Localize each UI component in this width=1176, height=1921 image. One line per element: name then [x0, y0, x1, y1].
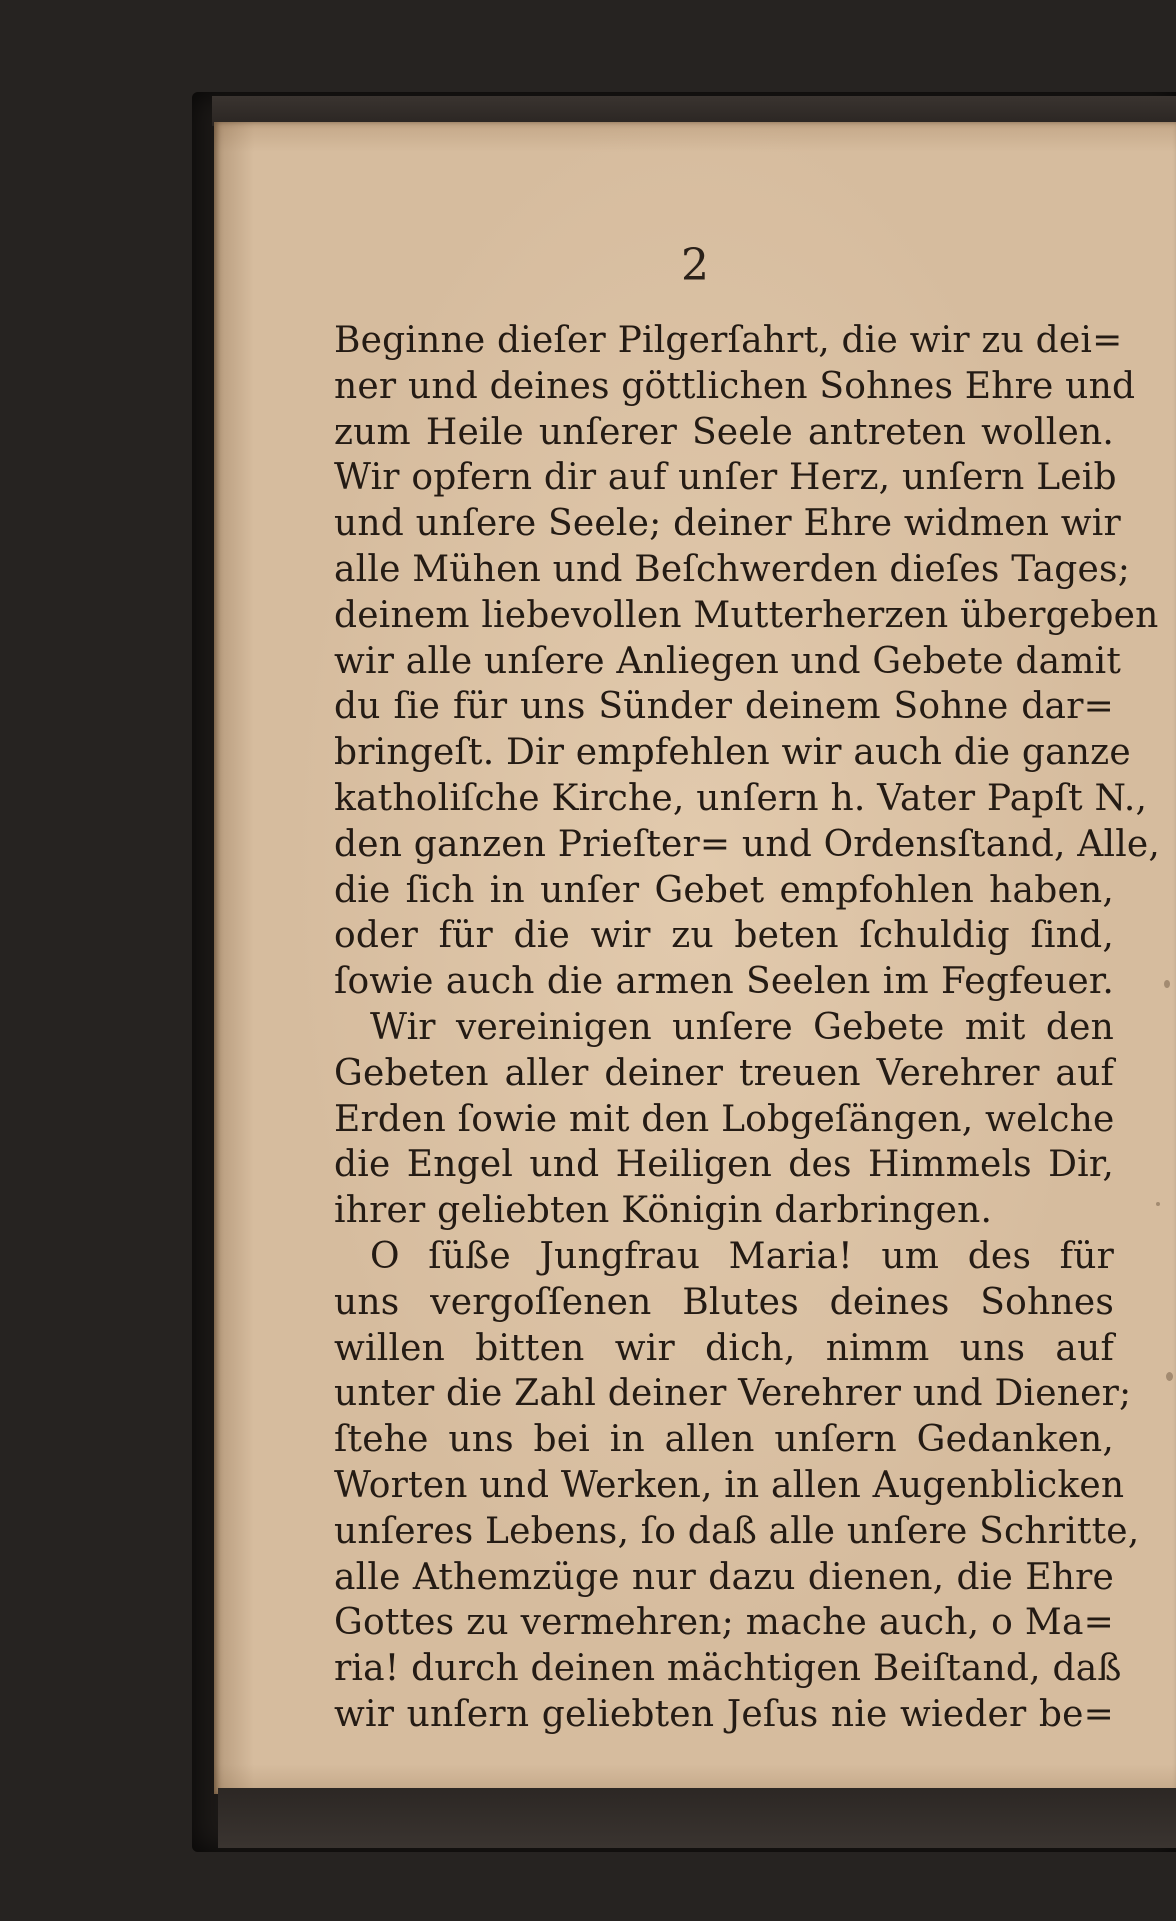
prayer-text-block	[334, 318, 1161, 1738]
text-line: oder für die wir zu beten ſchuldig ſind,	[334, 915, 1114, 957]
page-number: 2	[681, 240, 709, 291]
text-line: Worten und Werken, in allen Augenblicken	[334, 1464, 1125, 1506]
paper-fleck	[1166, 1372, 1173, 1381]
cover-edge-bottom	[218, 1788, 1176, 1848]
text-line: Gottes zu vermehren; mache auch, o Ma=	[334, 1602, 1114, 1644]
text-line: die Engel und Heiligen des Himmels Dir,	[334, 1144, 1114, 1186]
text-line: ihrer geliebten Königin darbringen.	[334, 1190, 993, 1232]
text-line: den ganzen Prieſter= und Ordensſtand, Alle,	[334, 823, 1161, 865]
text-line: unter die Zahl deiner Verehrer und Diener;	[334, 1373, 1132, 1415]
text-line: ſowie auch die armen Seelen im Fegfeuer.	[334, 961, 1114, 1003]
book-page	[214, 122, 1176, 1794]
text-line: ria! durch deinen mächtigen Beiſtand, daß	[334, 1648, 1122, 1690]
text-line: Gebeten aller deiner treuen Verehrer auf	[334, 1052, 1114, 1094]
text-line: wir alle unſere Anliegen und Gebete damit	[334, 640, 1121, 682]
text-line: ſtehe uns bei in allen unſern Gedanken,	[334, 1419, 1114, 1461]
paper-fleck	[1164, 980, 1170, 988]
text-line: alle Athemzüge nur dazu dienen, die Ehre	[334, 1556, 1114, 1598]
text-line: bringeſt. Dir empfehlen wir auch die ganze	[334, 732, 1131, 774]
text-line: zum Heile unſerer Seele antreten wollen.	[334, 411, 1114, 453]
text-line: katholiſche Kirche, unſern h. Vater Papſt N.,	[334, 777, 1148, 819]
text-line: alle Mühen und Beſchwerden dieſes Tages;	[334, 548, 1131, 590]
text-line: willen bitten wir dich, nimm uns auf	[334, 1327, 1114, 1369]
text-line: Erden ſowie mit den Lobgeſängen, welche	[334, 1098, 1115, 1140]
text-line: deinem liebevollen Mutterherzen übergeben	[334, 594, 1159, 636]
text-line: die ſich in unſer Gebet empfohlen haben,	[334, 869, 1114, 911]
text-line: ner und deines göttlichen Sohnes Ehre und	[334, 365, 1136, 407]
text-line: O ſüße Jungfrau Maria! um des für	[370, 1235, 1114, 1277]
text-line: uns vergoſſenen Blutes deines Sohnes	[334, 1281, 1114, 1323]
text-line: Wir opfern dir auf unſer Herz, unſern Leib	[334, 457, 1117, 499]
text-line: und unſere Seele; deiner Ehre widmen wir	[334, 503, 1121, 545]
text-line: Wir vereinigen unſere Gebete mit den	[370, 1006, 1114, 1048]
text-line: du ſie für uns Sünder deinem Sohne dar=	[334, 686, 1114, 728]
paper-fleck	[1156, 1202, 1160, 1206]
text-line: Beginne dieſer Pilgerſahrt, die wir zu dei=	[334, 320, 1123, 361]
text-line: unſeres Lebens, ſo daß alle unſere Schritte,	[334, 1510, 1140, 1552]
text-line: wir unſern geliebten Jeſus nie wieder be=	[334, 1693, 1114, 1735]
